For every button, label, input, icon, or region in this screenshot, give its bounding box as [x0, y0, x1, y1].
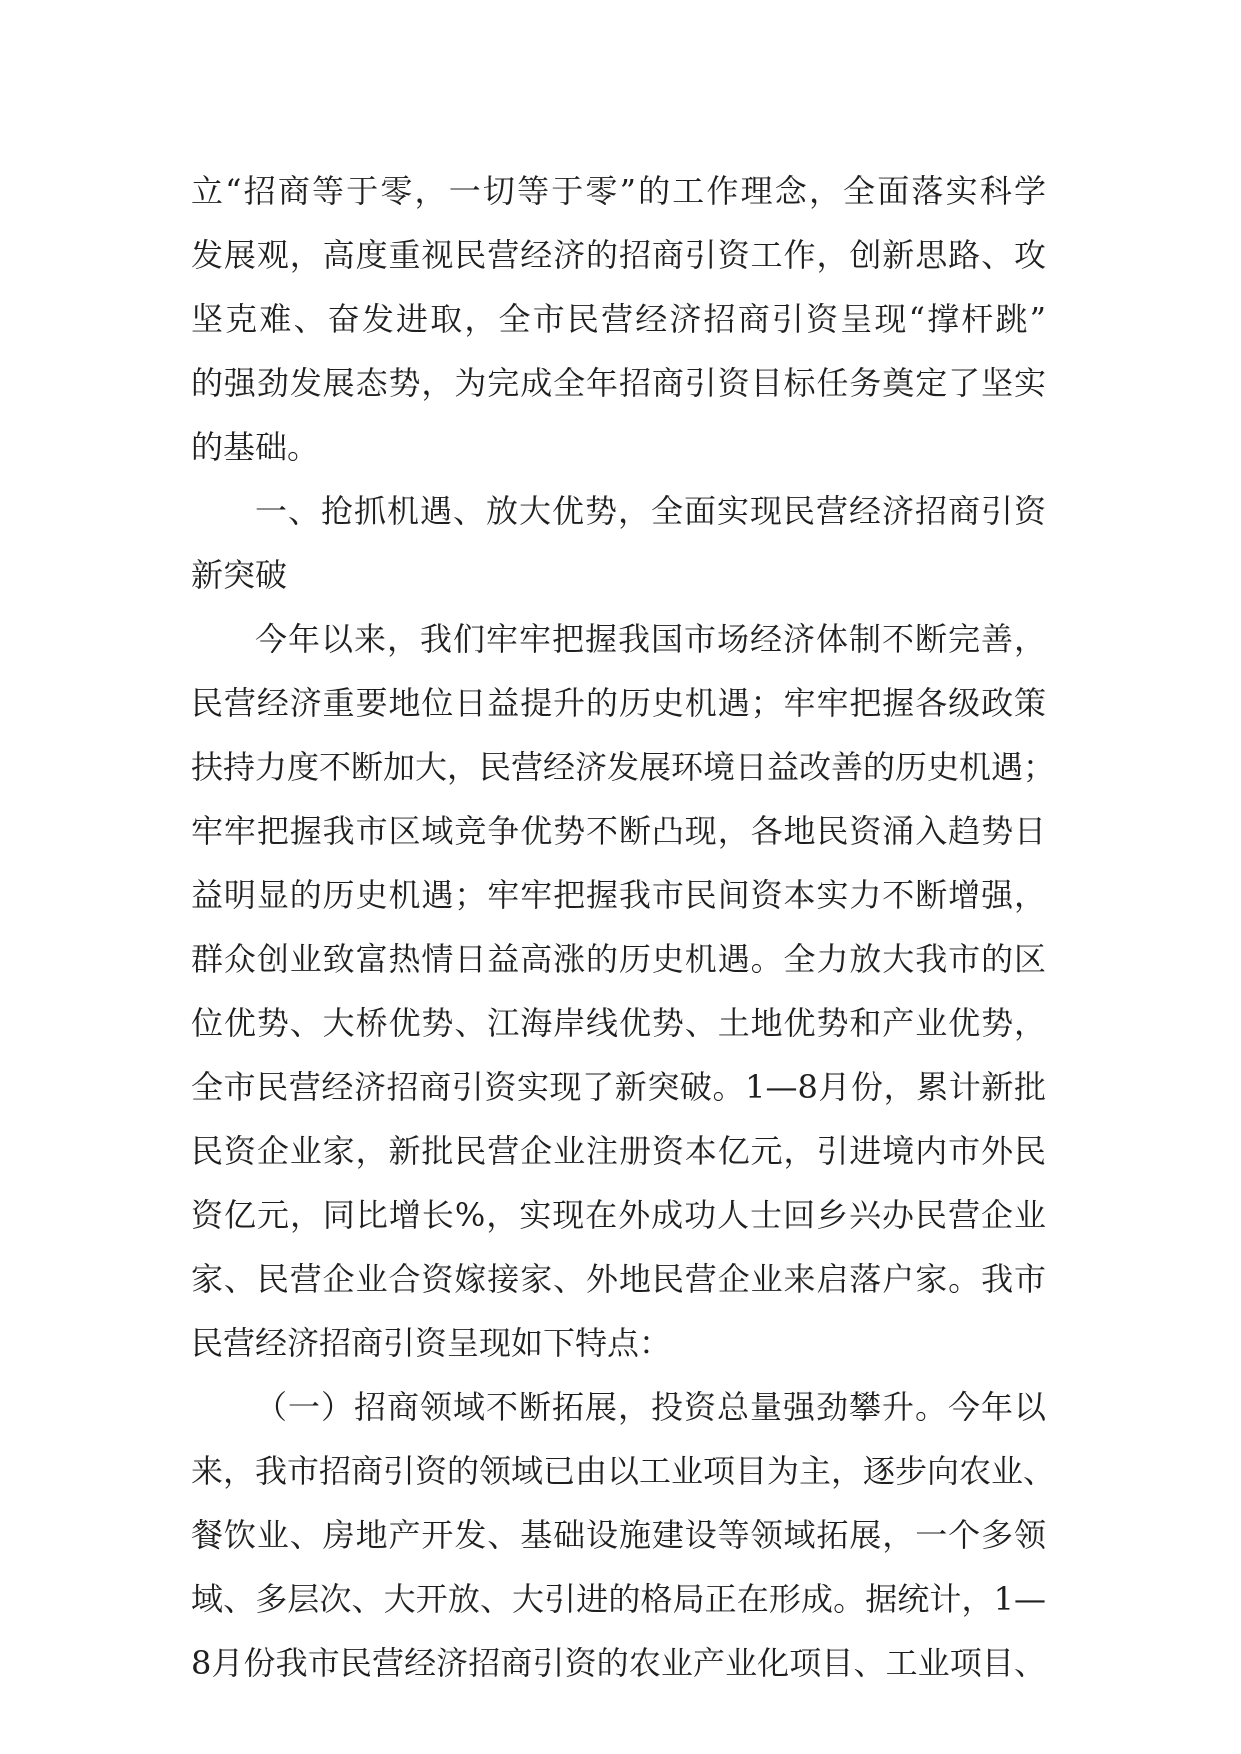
- text-line: 的基础。: [191, 428, 320, 466]
- text-line: 资亿元，同比增长%，实现在外成功人士回乡兴办民营企业: [191, 1196, 1046, 1234]
- text-line: 发展观，高度重视民营经济的招商引资工作，创新思路、攻: [191, 236, 1046, 274]
- text-line: 坚克难、奋发进取，全市民营经济招商引资呈现“撑杆跳”: [191, 300, 1046, 338]
- text-line: 的强劲发展态势，为完成全年招商引资目标任务奠定了坚实: [191, 364, 1046, 402]
- body-text: [191, 159, 1056, 1695]
- text-line: 民营经济重要地位日益提升的历史机遇；牢牢把握各级政策: [191, 684, 1046, 722]
- text-line: 家、民营企业合资嫁接家、外地民营企业来启落户家。我市: [191, 1260, 1046, 1298]
- subsection-heading-line: （一）招商领域不断拓展，投资总量强劲攀升。今年以: [255, 1388, 1046, 1426]
- text-line: 来，我市招商引资的领域已由以工业项目为主，逐步向农业、: [191, 1452, 1056, 1490]
- text-line: 域、多层次、大开放、大引进的格局正在形成。据统计，1—: [191, 1580, 1046, 1618]
- section-heading-line: 一、抢抓机遇、放大优势，全面实现民营经济招商引资: [255, 492, 1046, 530]
- text-line: 民资企业家，新批民营企业注册资本亿元，引进境内市外民: [191, 1132, 1046, 1170]
- text-line: 餐饮业、房地产开发、基础设施建设等领域拓展，一个多领: [191, 1516, 1046, 1554]
- text-line: 扶持力度不断加大，民营经济发展环境日益改善的历史机遇；: [191, 748, 1056, 786]
- text-line: 全市民营经济招商引资实现了新突破。1—8月份，累计新批: [191, 1068, 1046, 1106]
- section-heading-line: 新突破: [191, 556, 288, 594]
- text-line: 牢牢把握我市区域竞争优势不断凸现，各地民资涌入趋势日: [191, 812, 1046, 850]
- text-line: 8月份我市民营经济招商引资的农业产业化项目、工业项目、: [191, 1644, 1046, 1682]
- text-line: 位优势、大桥优势、江海岸线优势、土地优势和产业优势，: [191, 1004, 1046, 1042]
- text-line: 立“招商等于零，一切等于零”的工作理念，全面落实科学: [191, 172, 1046, 210]
- text-line: 今年以来，我们牢牢把握我国市场经济体制不断完善，: [255, 620, 1046, 658]
- text-line: 民营经济招商引资呈现如下特点：: [191, 1324, 672, 1362]
- text-line: 群众创业致富热情日益高涨的历史机遇。全力放大我市的区: [191, 940, 1046, 978]
- text-line: 益明显的历史机遇；牢牢把握我市民间资本实力不断增强，: [191, 876, 1046, 914]
